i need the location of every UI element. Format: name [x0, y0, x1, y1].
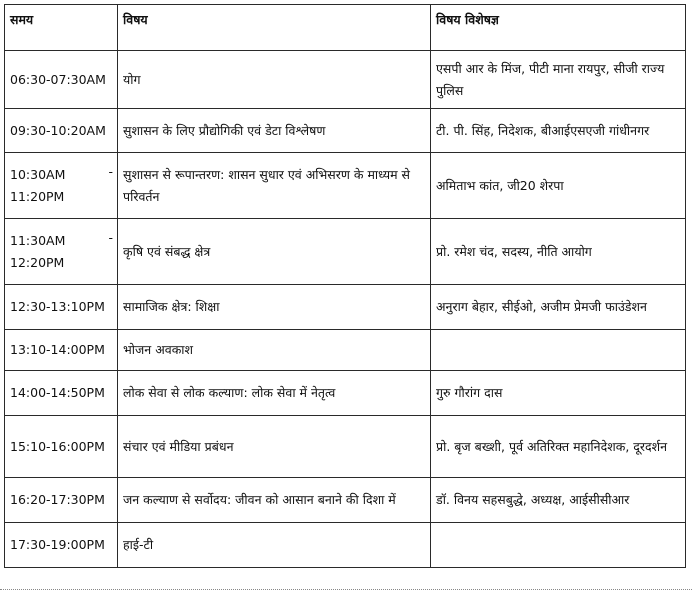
- time-cell: 14:00-14:50PM: [5, 371, 118, 416]
- time-cell: [5, 153, 118, 219]
- subject-cell: सामाजिक क्षेत्र: शिक्षा: [118, 285, 431, 330]
- time-start: 10:30AM: [10, 166, 66, 182]
- expert-cell: [431, 330, 686, 371]
- time-cell: [5, 219, 118, 285]
- table-row: [5, 51, 686, 109]
- time-cell: 12:30-13:10PM: [5, 285, 118, 330]
- expert-cell: [431, 523, 686, 568]
- expert-cell: टी. पी. सिंह, निदेशक, बीआईएसएजी गांधीनगर: [431, 109, 686, 153]
- subject-cell: भोजन अवकाश: [118, 330, 431, 371]
- table-row: [5, 219, 686, 285]
- subject-cell: हाई-टी: [118, 523, 431, 568]
- time-cell: 15:10-16:00PM: [5, 416, 118, 478]
- time-cell: 16:20-17:30PM: [5, 478, 118, 523]
- time-dash: -: [108, 164, 113, 179]
- time-end: 11:20PM: [10, 188, 65, 204]
- time-end: 12:20PM: [10, 254, 65, 270]
- table-row: [5, 478, 686, 523]
- time-dash: -: [108, 230, 113, 245]
- bottom-divider: [0, 589, 692, 591]
- schedule-table: [4, 4, 686, 568]
- expert-cell: डॉ. विनय सहसबुद्धे, अध्यक्ष, आईसीसीआर: [431, 478, 686, 523]
- expert-cell: गुरु गौरांग दास: [431, 371, 686, 416]
- table-row: [5, 330, 686, 371]
- header-subject: विषय: [118, 5, 431, 51]
- subject-cell: सुशासन के लिए प्रौद्योगिकी एवं डेटा विश्लेषण: [118, 109, 431, 153]
- table-row: [5, 416, 686, 478]
- subject-cell: सुशासन से रूपान्तरण: शासन सुधार एवं अभिसरण के माध्यम से परिवर्तन: [118, 153, 431, 219]
- table-row: [5, 285, 686, 330]
- time-cell: 17:30-19:00PM: [5, 523, 118, 568]
- subject-cell: संचार एवं मीडिया प्रबंधन: [118, 416, 431, 478]
- header-time: समय: [5, 5, 118, 51]
- header-row: [5, 5, 686, 51]
- subject-cell: कृषि एवं संबद्ध क्षेत्र: [118, 219, 431, 285]
- table-row: [5, 523, 686, 568]
- time-cell: 09:30-10:20AM: [5, 109, 118, 153]
- header-expert: विषय विशेषज्ञ: [431, 5, 686, 51]
- subject-cell: जन कल्याण से सर्वोदय: जीवन को आसान बनाने की दिशा में: [118, 478, 431, 523]
- expert-cell: प्रो. बृज बख्शी, पूर्व अतिरिक्त महानिदेशक, दूरदर्शन: [431, 416, 686, 478]
- table-row: [5, 153, 686, 219]
- time-start: 11:30AM: [10, 232, 66, 248]
- expert-cell: अमिताभ कांत, जी20 शेरपा: [431, 153, 686, 219]
- expert-cell: प्रो. रमेश चंद, सदस्य, नीति आयोग: [431, 219, 686, 285]
- table-row: [5, 109, 686, 153]
- subject-cell: योग: [118, 51, 431, 109]
- expert-cell: अनुराग बेहार, सीईओ, अजीम प्रेमजी फाउंडेशन: [431, 285, 686, 330]
- time-cell: 13:10-14:00PM: [5, 330, 118, 371]
- table-row: [5, 371, 686, 416]
- subject-cell: लोक सेवा से लोक कल्याण: लोक सेवा में नेतृत्व: [118, 371, 431, 416]
- expert-cell: एसपी आर के मिंज, पीटी माना रायपुर, सीजी राज्य पुलिस: [431, 51, 686, 109]
- time-cell: 06:30-07:30AM: [5, 51, 118, 109]
